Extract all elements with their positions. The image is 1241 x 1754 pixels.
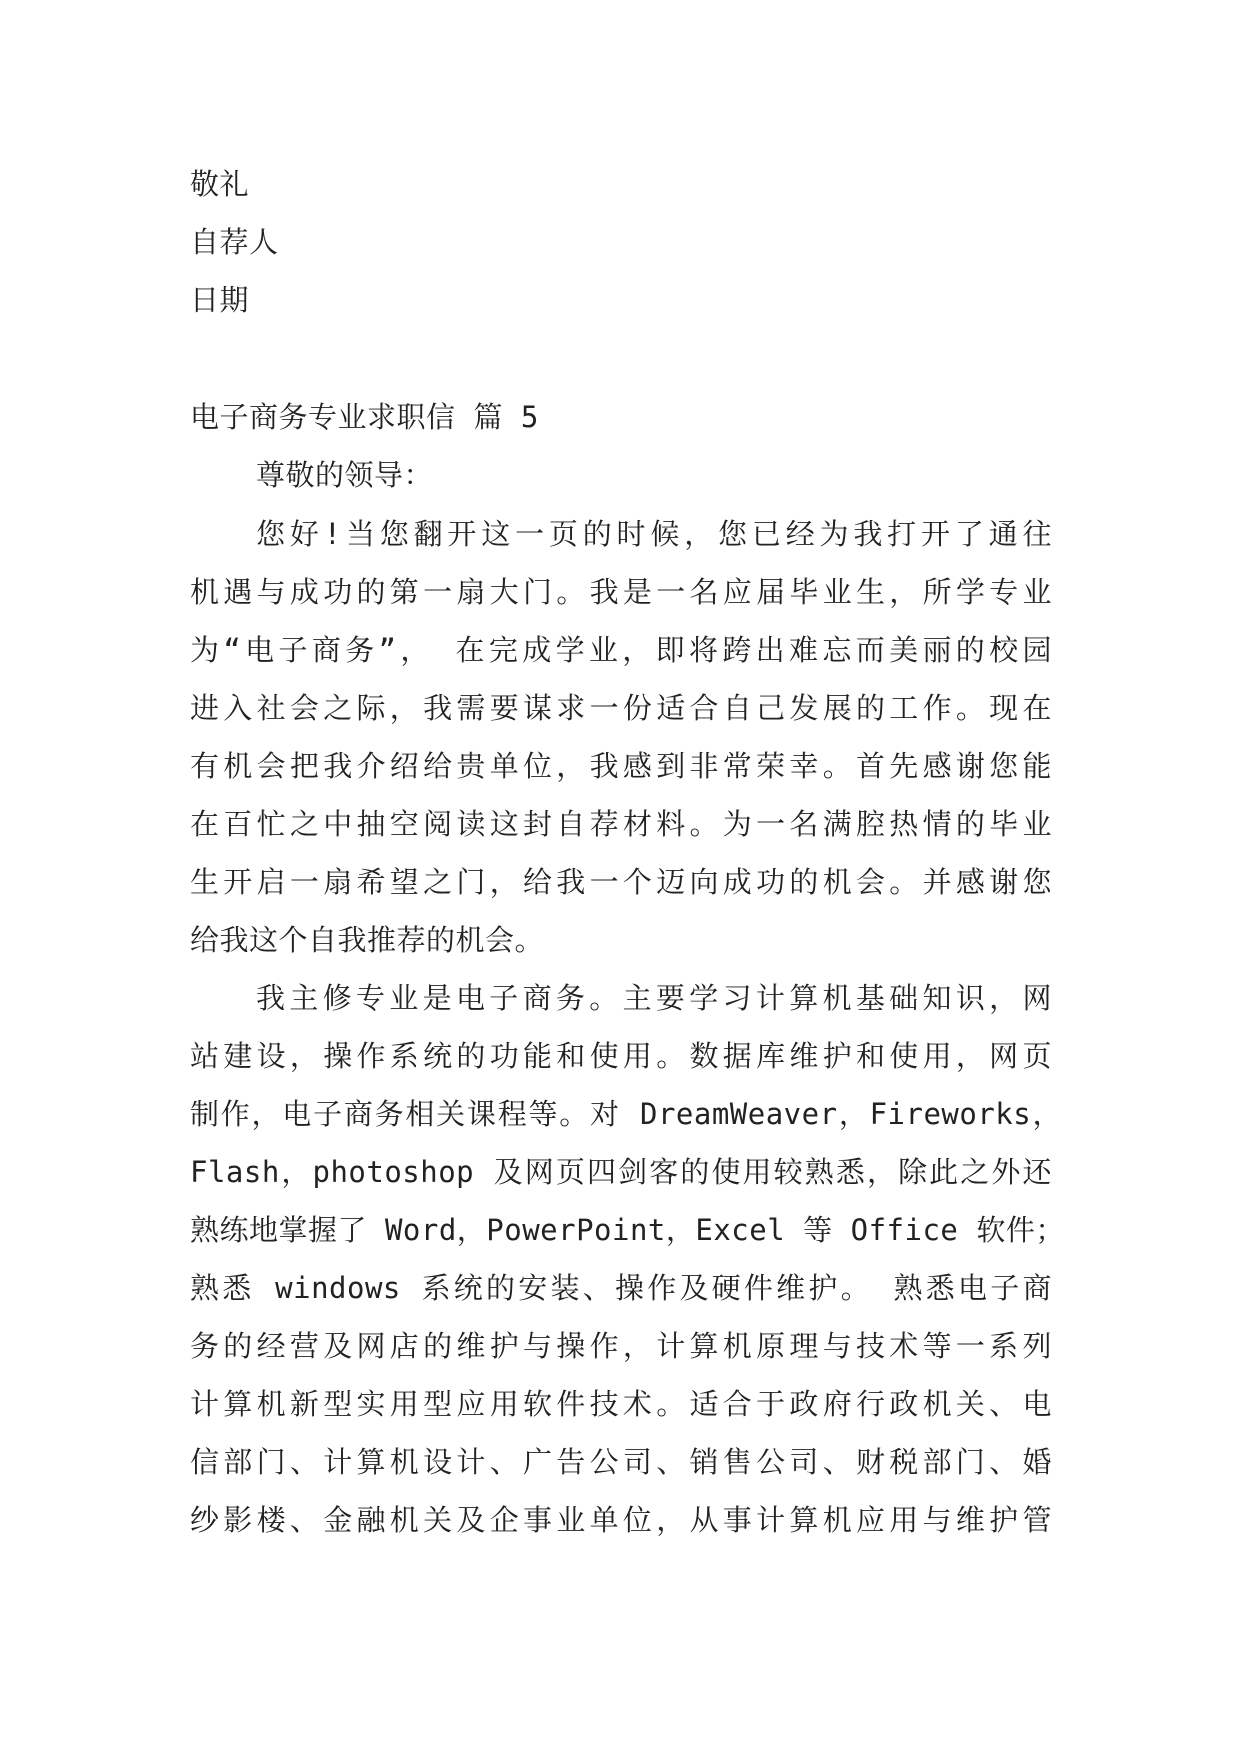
paragraph-line: 纱影楼、金融机关及企事业单位，从事计算机应用与维护管 <box>190 1503 1052 1537</box>
paragraph-line: 计算机新型实用型应用软件技术。适合于政府行政机关、电 <box>190 1387 1052 1421</box>
paragraph-line: 熟练地掌握了 Word，PowerPoint，Excel 等 Office 软件； <box>190 1213 1065 1247</box>
paragraph-line: 为“电子商务”， 在完成学业，即将跨出难忘而美丽的校园 <box>190 633 1052 667</box>
paragraph-line: 务的经营及网店的维护与操作，计算机原理与技术等一系列 <box>190 1329 1052 1363</box>
paragraph-line: 在百忙之中抽空阅读这封自荐材料。为一名满腔热情的毕业 <box>190 807 1052 841</box>
paragraph-line: 熟悉 windows 系统的安装、操作及硬件维护。 熟悉电子商 <box>190 1271 1052 1305</box>
paragraph-line: 您好!当您翻开这一页的时候，您已经为我打开了通往 <box>256 517 1052 551</box>
paragraph-line: 给我这个自我推荐的机会。 <box>190 923 545 957</box>
paragraph-line: 生开启一扇希望之门，给我一个迈向成功的机会。并感谢您 <box>190 865 1052 899</box>
paragraph-line: 我主修专业是电子商务。主要学习计算机基础知识，网 <box>256 981 1052 1015</box>
closing-salutation: 敬礼 <box>190 167 250 201</box>
closing-date: 日期 <box>190 283 250 317</box>
paragraph-line: 有机会把我介绍给贵单位，我感到非常荣幸。首先感谢您能 <box>190 749 1052 783</box>
letter-greeting: 尊敬的领导： <box>256 458 434 492</box>
letter-title: 电子商务专业求职信 篇 5 <box>190 400 539 434</box>
closing-signer: 自荐人 <box>190 225 279 259</box>
paragraph-line: 制作，电子商务相关课程等。对 DreamWeaver，Fireworks， <box>190 1097 1062 1131</box>
paragraph-line: 站建设，操作系统的功能和使用。数据库维护和使用，网页 <box>190 1039 1052 1073</box>
paragraph-line: 进入社会之际，我需要谋求一份适合自己发展的工作。现在 <box>190 691 1052 725</box>
paragraph-line: 机遇与成功的第一扇大门。我是一名应届毕业生，所学专业 <box>190 575 1052 609</box>
paragraph-line: 信部门、计算机设计、广告公司、销售公司、财税部门、婚 <box>190 1445 1052 1479</box>
paragraph-line: Flash，photoshop 及网页四剑客的使用较熟悉，除此之外还 <box>190 1155 1052 1189</box>
